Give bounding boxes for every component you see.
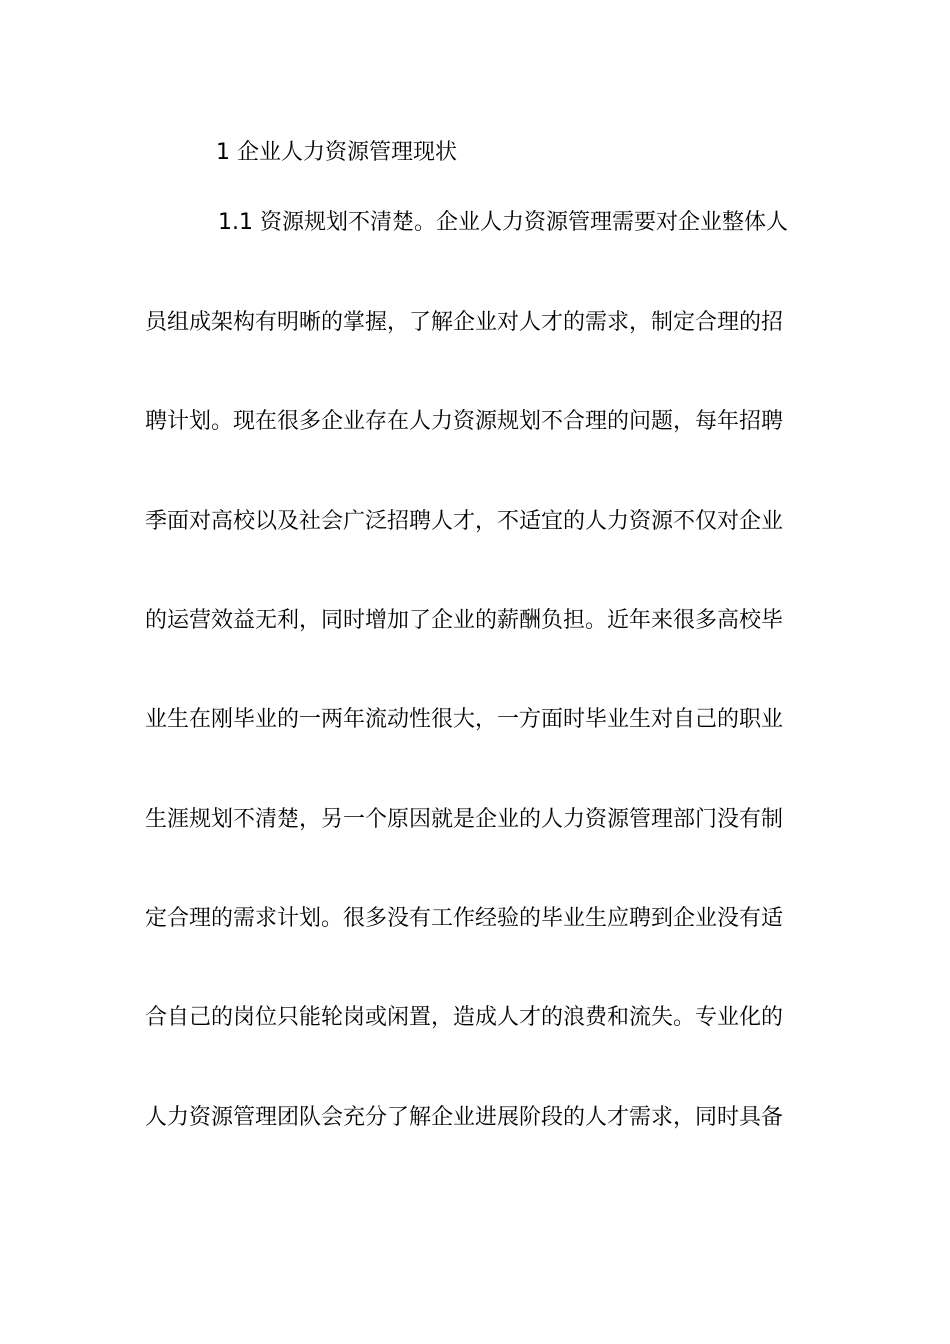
paragraph-line-2: 员组成架构有明晰的掌握，了解企业对人才的需求，制定合理的招	[145, 310, 784, 335]
paragraph-line-10: 人力资源管理团队会充分了解企业进展阶段的人才需求，同时具备	[145, 1105, 784, 1130]
paragraph-line-7: 生涯规划不清楚，另一个原因就是企业的人力资源管理部门没有制	[145, 807, 784, 832]
paragraph-line-1: 1.1 资源规划不清楚。企业人力资源管理需要对企业整体人	[218, 210, 788, 235]
paragraph-line-8: 定合理的需求计划。很多没有工作经验的毕业生应聘到企业没有适	[145, 906, 784, 931]
paragraph-line-6: 业生在刚毕业的一两年流动性很大，一方面时毕业生对自己的职业	[145, 707, 784, 732]
section-heading: 1 企业人力资源管理现状	[216, 140, 457, 165]
paragraph-line-9: 合自己的岗位只能轮岗或闲置，造成人才的浪费和流失。专业化的	[145, 1005, 784, 1030]
paragraph-line-4: 季面对高校以及社会广泛招聘人才，不适宜的人力资源不仅对企业	[145, 509, 784, 534]
paragraph-line-5: 的运营效益无利，同时增加了企业的薪酬负担。近年来很多高校毕	[145, 608, 784, 633]
paragraph-line-3: 聘计划。现在很多企业存在人力资源规划不合理的问题，每年招聘	[145, 409, 784, 434]
